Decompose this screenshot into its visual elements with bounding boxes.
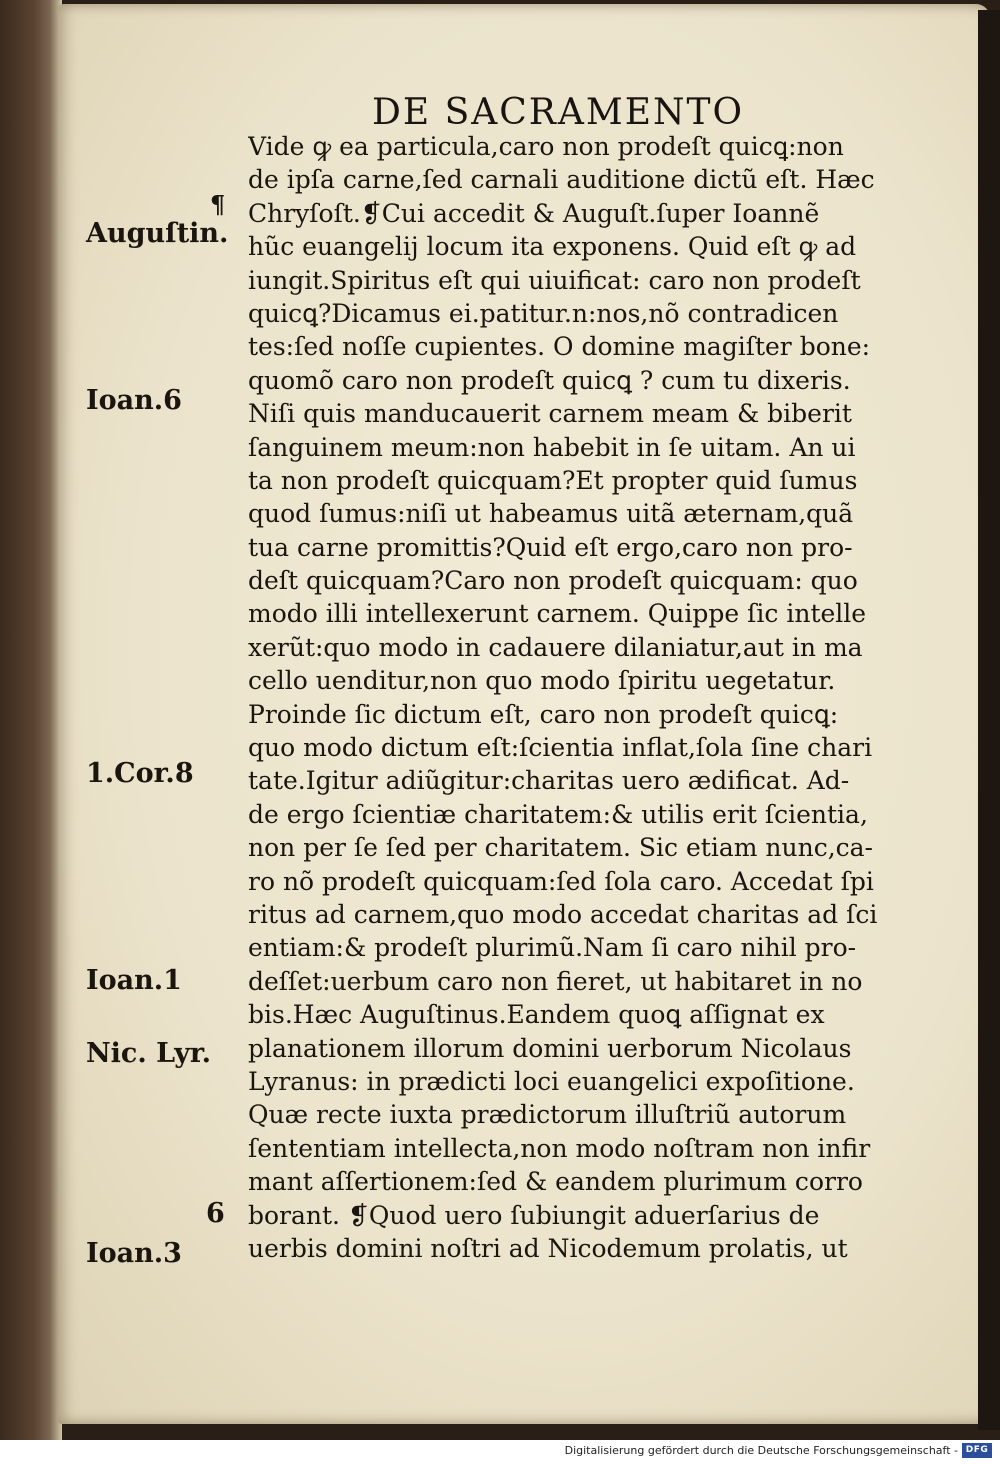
text-line: tua carne promittis?Quid eſt ergo,caro non pro- (248, 532, 853, 562)
text-line: quicꝗ?Dicamus ei.patitur.n:nos,nõ contradicen (248, 298, 839, 328)
page-edge-shadow (978, 10, 1000, 1430)
text-line: modo illi intellexerunt carnem. Quippe ſic intelle (248, 599, 867, 629)
text-line: deſt quicquam?Caro non prodeſt quicquam: quo (248, 566, 858, 596)
text-line: ſanguinem meum:non habebit in ſe uitam. An ui (248, 432, 856, 462)
text-line: cello uenditur,non quo modo ſpiritu uegetatur. (248, 666, 836, 696)
signature-mark: 6 (206, 1198, 225, 1229)
text-line: Chryſoſt.❡Cui accedit & Auguſt.ſuper Ioannẽ (248, 198, 820, 228)
margin-note-augustin: Auguſtin. (86, 218, 229, 249)
text-line: entiam:& prodeſt plurimũ.Nam ſi caro nihil pro- (248, 933, 857, 963)
margin-note-nic-lyr: Nic. Lyr. (86, 1038, 212, 1069)
text-line: borant. ❡Quod uero ſubiungit aduerſarius de (248, 1200, 820, 1230)
text-line: Proinde ſic dictum eſt, caro non prodeſt quicꝗ: (248, 699, 839, 729)
margin-note-ioan-3: Ioan.3 (86, 1238, 182, 1269)
text-line: Niſi quis manducauerit carnem meam & biberit (248, 399, 852, 429)
margin-note-ioan-6: Ioan.6 (86, 385, 182, 416)
text-line: deſſet:uerbum caro non fieret, ut habitaret in no (248, 966, 863, 996)
footer-credit: Digitalisierung gefördert durch die Deutsche Forschungsgemeinschaft - (564, 1444, 958, 1457)
text-line: xerũt:quo modo in cadauere dilaniatur,aut in ma (248, 632, 863, 662)
text-line: ro nõ prodeſt quicquam:ſed ſola caro. Accedat ſpi (248, 866, 874, 896)
text-line: Lyranus: in prædicti loci euangelici expoſitione. (248, 1066, 855, 1096)
text-line: de ergo ſcientiæ charitatem:& utilis erit ſcientia, (248, 799, 868, 829)
text-line: bis.Hæc Auguſtinus.Eandem quoꝗ aſſignat ex (248, 1000, 825, 1030)
margin-note-ioan-1: Ioan.1 (86, 965, 182, 996)
text-line: quomõ caro non prodeſt quicꝗ ? cum tu dixeris. (248, 365, 851, 395)
text-line: hũc euangelij locum ita exponens. Quid eſt ꝙ ad (248, 232, 857, 262)
dfg-logo: DFG (962, 1443, 992, 1458)
text-line: ta non prodeſt quicquam?Et propter quid ſumus (248, 465, 858, 495)
text-line: iungit.Spiritus eſt qui uiuificat: caro non prodeſt (248, 265, 861, 295)
text-line: uerbis domini noſtri ad Nicodemum prolatis, ut (248, 1233, 848, 1263)
book-spine (0, 0, 62, 1440)
text-line: non per ſe ſed per charitatem. Sic etiam nunc,ca- (248, 833, 873, 863)
text-line: tes:ſed noſſe cupientes. O domine magiſter bone: (248, 332, 871, 362)
text-line: ritus ad carnem,quo modo accedat charitas ad ſci (248, 899, 878, 929)
text-line: Vide ꝙ ea particula,caro non prodeſt quicꝗ:non (248, 132, 844, 161)
text-line: de ipſa carne,ſed carnali auditione dictũ eſt. Hæc (248, 165, 875, 195)
text-line: mant aſſertionem:ſed & eandem plurimum corro (248, 1167, 863, 1197)
margin-note-cor-8: 1.Cor.8 (86, 758, 194, 789)
text-line: tate.Igitur adiũgitur:charitas uero ædificat. Ad- (248, 766, 850, 796)
text-line: planationem illorum domini uerborum Nicolaus (248, 1033, 852, 1063)
footer-bar (0, 1440, 1000, 1464)
running-head: DE SACRAMENTO (372, 92, 745, 133)
body-text (248, 130, 938, 1265)
text-line: quod ſumus:niſi ut habeamus uitã æternam,quã (248, 499, 854, 529)
section-mark: ¶ (210, 190, 226, 219)
text-line: ſententiam intellecta,non modo noſtram non infir (248, 1133, 871, 1163)
text-line: quo modo dictum eſt:ſcientia inflat,ſola ſine chari (248, 733, 873, 763)
text-line: Quæ recte iuxta prædictorum illuſtriũ autorum (248, 1100, 847, 1130)
